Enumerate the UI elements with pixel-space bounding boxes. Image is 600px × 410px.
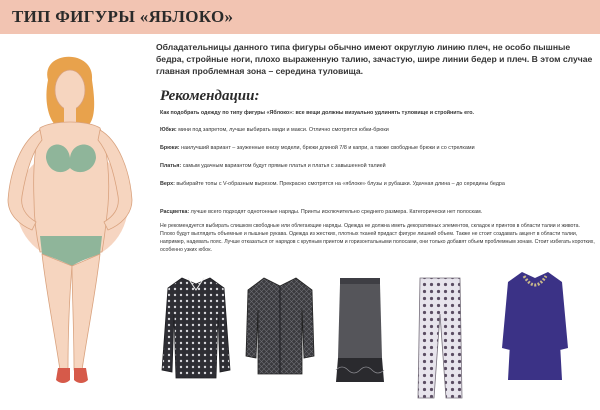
printed-trousers-image (414, 274, 466, 404)
torso-shape (34, 122, 109, 252)
pencil-skirt-image (332, 274, 388, 384)
header-banner (0, 0, 600, 34)
intro-paragraph: Обладательницы данного типа фигуры обычно имеют округлую линию плеч, не особо пышные бедра, стройные ноги, плохо выраженную талию, зачастую, шире линии бедер и плеч. В этом случае главная проблемная зона – середина туловища. (156, 42, 593, 76)
rec-item-text: лучше всего подходят однотонные наряды. Принты исключительно среднего размера. Категорически нет полоскам. (189, 209, 483, 215)
apple-figure-illustration (0, 40, 150, 400)
rec-item-tops (160, 180, 595, 188)
printed-shirt-image (160, 274, 232, 380)
rec-item-coloring (160, 208, 595, 216)
rec-item-label: Юбки: (160, 127, 177, 133)
left-shoe (56, 368, 70, 383)
rec-item-dresses (160, 162, 595, 170)
recommendations-lead: Как подобрать одежду по типу фигуры «Яблоко»: все вещи должны визуально удлинять туловище и стройнить его. (160, 110, 475, 116)
rec-item-trousers (160, 144, 595, 152)
rec-item-skirts (160, 126, 595, 134)
rec-item-label: Платья: (160, 163, 182, 169)
right-shoe (74, 368, 88, 383)
rec-item-text: наилучший вариант – зауженные книзу модели, брюки длиной 7/8 и капри, а также свободные брюки и со стрелками (179, 145, 475, 151)
rec-item-label: Расцветка: (160, 209, 190, 215)
lace-jacket-image (244, 274, 316, 380)
rec-item-text: выбирайте топы с V-образным вырезом. Прекрасно смотрятся на «яблоке» блузы и рубашки. Удачная длина – до середины бедра (174, 181, 505, 187)
rec-item-text: мини под запретом, лучше выбирать миди и макси. Отлично смотрятся юбки-брюки (176, 127, 389, 133)
rec-item-label: Брюки: (160, 145, 180, 151)
head-shape (55, 70, 85, 110)
recommendations-heading: Рекомендации: (160, 88, 260, 104)
rec-item-text: самым удачным вариантом будут прямые платья и платья с завышенной талией (181, 163, 386, 169)
left-leg (42, 254, 72, 370)
embellished-dress-image (500, 270, 570, 382)
rec-item-label: Верх: (160, 181, 175, 187)
page-title: ТИП ФИГУРЫ «ЯБЛОКО» (12, 7, 234, 26)
advice-paragraph: Не рекомендуется выбирать слишком свободные или облегающие наряды. Одежда не должна иметь декоративных элементов, складок и принтов в области талии и живота. Плохо будут выглядеть объемные и пышные рукава. Одежда из жестких, плотных тканей придаст фигуре лишний объем. Также не стоит создавать акцент в области талии, например, надевать пояс. Лучше отказаться от нарядов с крупным принтом и горизонтальными полосами, они только добавят объем проблемным зонам. Стоит избегать коротких, особенно узких юбок. (160, 223, 595, 253)
right-leg (72, 254, 100, 370)
